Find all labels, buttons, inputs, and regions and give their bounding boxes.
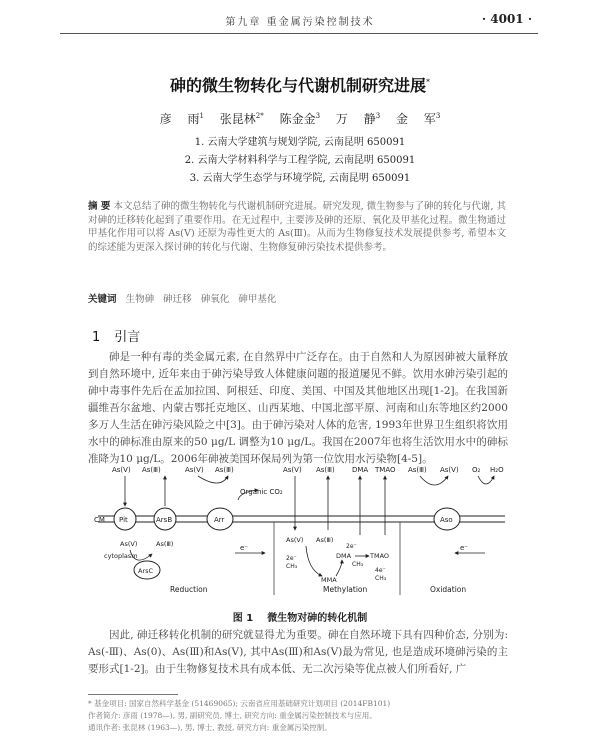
meth-cyto-asv: As(Ⅴ) <box>286 536 304 544</box>
figure-caption <box>0 609 600 624</box>
resp-asv-label: As(Ⅴ) <box>185 466 204 474</box>
section-title: 引言 <box>114 330 141 345</box>
two-e-label-1: 2e⁻ <box>286 555 297 562</box>
tmao-top-label: TMAO <box>375 466 396 474</box>
arr-reduction-arrow <box>198 476 228 483</box>
arsb-label: ArsB <box>156 516 173 524</box>
keyword: 生物砷 <box>125 294 155 305</box>
title-footnote-marker: * <box>426 77 430 87</box>
arsenic-transformation-diagram <box>90 460 510 600</box>
paper-title-text: 砷的微生物转化与代谢机制研究进展 <box>169 76 426 95</box>
author: 张昆林$^{2*}$ <box>219 112 264 126</box>
author: 陈金金$^3$ <box>279 112 321 126</box>
cm-label: CM <box>94 516 105 524</box>
resp-asiii-label: As(Ⅲ) <box>215 466 234 474</box>
running-header: 第九章 重金属污染控制技术 <box>225 17 375 28</box>
affiliation-2: 2. 云南大学材料科学与工程学院, 云南昆明 650091 <box>184 155 416 166</box>
oxidation-electron: e⁻ <box>460 544 469 552</box>
reduction-label: Reduction <box>170 585 208 594</box>
page-number: · 4001 · <box>481 12 532 26</box>
cyto-asiii-label: As(Ⅲ) <box>156 540 174 548</box>
cyto-asv-label: As(Ⅴ) <box>120 540 138 548</box>
o2-label: O₂ <box>472 466 481 474</box>
abstract <box>88 200 506 254</box>
meth-asv-label: As(Ⅴ) <box>283 466 302 474</box>
affiliation-3: 3. 云南大学生态学与环境学院, 云南昆明 650091 <box>189 173 411 184</box>
four-e-label: 4e⁻ <box>375 567 386 574</box>
keywords-label: 关键词 <box>88 294 117 305</box>
keywords <box>88 291 506 305</box>
keyword: 砷甲基化 <box>238 294 277 305</box>
o2-reduction-arrow <box>478 476 494 484</box>
author: 金 军$^3$ <box>396 112 441 126</box>
oxidation-arrow <box>420 476 448 485</box>
abstract-label: 摘 要 <box>88 201 111 212</box>
author-list <box>0 110 600 127</box>
meth-cyto-asiii: As(Ⅲ) <box>316 536 334 544</box>
section-number: 1 <box>92 330 101 345</box>
two-e-label-2: 2e⁻ <box>346 543 357 550</box>
keyword: 砷迁移 <box>163 294 192 305</box>
after-figure-paragraph: 因此, 砷迁移转化机制的研究就显得尤为重要。砷在自然环境下具有四种价态, 分别为: As(-Ⅲ)、As(0)、As(Ⅲ)和As(Ⅴ), 其中As(Ⅲ)和As(Ⅴ)最为常见, 也是造成环境砷污染的主要形式[1-2]。由于生物修复技术具有成本低、无二次污染等优点被人们所看好, 广 <box>88 629 508 675</box>
reduction-asv-label: As(Ⅴ) <box>112 466 131 474</box>
dma-label: DMA <box>336 552 352 560</box>
intro-paragraph: 砷是一种有毒的类金属元素, 在自然界中广泛存在。由于自然和人为原因砷被大量释放到自然环境中, 近年来由于砷污染导致人体健康问题的报道屡见不鲜。饮用水砷污染引起的砷中毒事件先后在孟加拉国、阿根廷、印度、美国、中国及其他地区出现[1-2]。在我国新疆维吾尔盆地、内蒙古鄂托克地区、山西某地、中国北部平原、河南和山东等地区约2000多万人生活在砷污染风险之中[3]。由于砷污染对人体的危害, 1993年世界卫生组织将饮用水中的砷标准由原来的50 μg/L 调整为10 μg/L。我国在2007年也将生活饮用水中的砷标准降为10 μg/L。2006年砷被美国环保局列为第一位饮用水污染物[4-5]。 <box>88 351 508 465</box>
figure-caption-text: 微生物对砷的转化机制 <box>267 613 368 624</box>
reduction-electron: e⁻ <box>240 544 249 552</box>
tmao-label: TMAO <box>370 552 390 560</box>
ox-asv-label: As(Ⅴ) <box>440 466 459 474</box>
ch3-label-3: CH₃ <box>375 575 387 582</box>
mma-arrow <box>306 546 322 576</box>
author: 彦 雨$^1$ <box>159 112 204 126</box>
abstract-text: 本文总结了砷的微生物转化与代谢机制研究进展。研究发现, 微生物参与了砷的转化与代谢, 其对砷的迁移转化起到了重要作用。在无过程中, 主要涉及砷的还原、氧化及甲基化过程。微生物通过甲基化作用可以将 As(Ⅴ) 还原为毒性更大的 As(Ⅲ)。从而为生物修复技术发展提供参考, 希望本文的综述能为更深入探讨砷的转化与代谢、生物修复砷污染技术提供参考。 <box>88 201 506 253</box>
dma-top-label: DMA <box>352 466 369 474</box>
section-heading <box>92 326 140 345</box>
mma-label: MMA <box>321 576 337 584</box>
figure-caption-label: 图 1 <box>232 613 254 624</box>
organic-co2-label: Organic CO₂ <box>240 488 283 496</box>
h2o-label: H₂O <box>490 466 504 474</box>
header-rule <box>60 33 538 34</box>
oxidation-label: Oxidation <box>430 585 467 594</box>
ox-asiii-label: As(Ⅲ) <box>408 466 427 474</box>
meth-asiii-label: As(Ⅲ) <box>316 466 335 474</box>
ch3-label-1: CH₃ <box>286 563 298 570</box>
footnote-corresponding: 通讯作者: 张昆林 (1963—), 男, 博士, 教授, 研究方向: 重金属污染控制。 <box>88 723 332 732</box>
ch3-label-2: CH₃ <box>352 561 364 568</box>
affiliation-1: 1. 云南大学建筑与规划学院, 云南昆明 650091 <box>194 137 406 148</box>
reduction-asiii-label: As(Ⅲ) <box>142 466 161 474</box>
footnote-rule <box>88 694 178 695</box>
arsc-label: ArsC <box>138 567 154 575</box>
footnote-funding: * 基金项目: 国家自然科学基金 (51469065); 云南省应用基础研究计划项目 (2014FB101) <box>88 699 391 708</box>
pit-label: Pit <box>119 516 128 524</box>
paper-title <box>0 73 600 96</box>
methylation-label: Methylation <box>323 585 368 594</box>
aso-label: Aso <box>440 516 453 524</box>
footnote-author-bio: 作者简介: 彦雨 (1978—), 男, 副研究员, 博士, 研究方向: 重金属污染控制技术与应用。 <box>88 711 377 720</box>
keyword: 砷氧化 <box>200 294 230 305</box>
cytoplasm-label: cytoplasm <box>104 552 138 560</box>
dma-arrow <box>336 560 342 576</box>
arr-label: Arr <box>214 516 225 524</box>
figure-1 <box>90 460 510 600</box>
author: 万 静$^3$ <box>335 112 381 126</box>
